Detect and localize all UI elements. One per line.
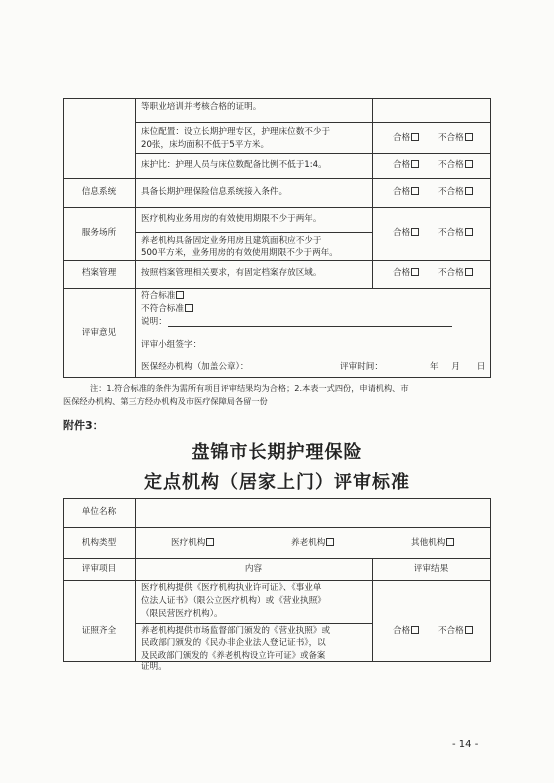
venue-pass-checkbox[interactable] <box>411 228 419 236</box>
cert-text: 等职业培训并考核合格的证明。 <box>141 102 262 112</box>
venue-text-b2: 500平方米，业务用房的有效使用期限不少于两年。 <box>141 248 338 258</box>
beds-result: 合格 不合格 <box>393 132 473 145</box>
venue-fail-checkbox[interactable] <box>465 228 473 236</box>
note-line-1: 注：1.符合标准的条件为需所有项目评审结果均为合格；2.本表一式四份，申请机构、市 <box>90 383 409 393</box>
opt-elderly: 养老机构 <box>291 537 334 550</box>
not-meets-option: 不符合标准 <box>141 303 193 316</box>
review-date: 年 月 日 <box>430 362 486 372</box>
elderly-checkbox[interactable] <box>326 538 334 546</box>
archive-text: 按照档案管理相关要求，有固定档案存放区域。 <box>141 268 322 278</box>
agency-label: 医保经办机构（加盖公章）： <box>141 362 249 372</box>
org-type-label: 机构类型 <box>81 538 117 548</box>
archive-pass-checkbox[interactable] <box>411 268 419 276</box>
eld-line-4: 证明。 <box>141 662 167 672</box>
venue-result: 合格 不合格 <box>393 227 473 240</box>
info-pass-checkbox[interactable] <box>411 187 419 195</box>
meets-option: 符合标准 <box>141 290 184 303</box>
info-label: 信息系统 <box>81 187 117 197</box>
cert-pass-checkbox[interactable] <box>411 626 419 634</box>
ratio-pass-checkbox[interactable] <box>411 160 419 168</box>
archive-result: 合格 不合格 <box>393 267 473 280</box>
ratio-text: 床护比：护理人员与床位数配备比例不低于1:4。 <box>141 160 327 170</box>
unit-name-label: 单位名称 <box>81 507 117 517</box>
attachment-label: 附件3： <box>63 419 104 432</box>
medical-checkbox[interactable] <box>206 538 214 546</box>
ratio-result: 合格 不合格 <box>393 159 473 172</box>
other-checkbox[interactable] <box>446 538 454 546</box>
archive-label: 档案管理 <box>81 268 117 278</box>
opt-other: 其他机构 <box>411 537 454 550</box>
med-line-2: 位法人证书》（限公立医疗机构）或《营业执照》 <box>141 596 326 606</box>
explain-label: 说明： <box>141 317 167 327</box>
venue-text-a: 医疗机构业务用房的有效使用期限不少于两年。 <box>141 214 322 224</box>
unit-name-field[interactable] <box>140 502 485 524</box>
doc-title-line-1: 盘锦市长期护理保险 <box>191 442 363 463</box>
beds-pass-checkbox[interactable] <box>411 133 419 141</box>
page-number: - 14 - <box>452 739 479 750</box>
signature-label: 评审小组签字： <box>141 340 202 350</box>
info-fail-checkbox[interactable] <box>465 187 473 195</box>
info-text: 具备长期护理保险信息系统接入条件。 <box>141 187 288 197</box>
beds-text-1: 床位配置：设立长期护理专区，护理床位数不少于 <box>141 127 331 137</box>
cert-fail-checkbox[interactable] <box>465 626 473 634</box>
head-result: 评审结果 <box>413 564 449 574</box>
venue-text-b1: 养老机构具备固定业务用房且建筑面积应不少于 <box>141 236 322 246</box>
beds-fail-checkbox[interactable] <box>465 133 473 141</box>
opinion-label: 评审意见 <box>81 328 117 338</box>
note-line-2: 医保经办机构、第三方经办机构及市医疗保障局各留一份 <box>63 396 268 406</box>
head-item: 评审项目 <box>81 564 117 574</box>
cert-label: 证照齐全 <box>81 626 117 636</box>
not-meets-checkbox[interactable] <box>185 304 193 312</box>
info-result: 合格 不合格 <box>393 186 473 199</box>
venue-label: 服务场所 <box>81 228 117 238</box>
med-line-3: （限民营医疗机构）。 <box>141 609 223 619</box>
opt-medical: 医疗机构 <box>171 537 214 550</box>
ratio-fail-checkbox[interactable] <box>465 160 473 168</box>
beds-text-2: 20张，床均面积不低于5平方米。 <box>141 140 270 150</box>
doc-title-line-2: 定点机构（居家上门）评审标准 <box>144 472 410 493</box>
archive-fail-checkbox[interactable] <box>465 268 473 276</box>
review-time-label: 评审时间： <box>340 362 383 372</box>
head-content: 内容 <box>244 564 263 574</box>
cert-result: 合格 不合格 <box>393 625 473 638</box>
eld-line-1: 养老机构提供市场监督部门颁发的《营业执照》或 <box>141 626 331 636</box>
eld-line-2: 民政部门颁发的《民办非企业法人登记证书》，以 <box>141 638 326 648</box>
meets-checkbox[interactable] <box>176 291 184 299</box>
eld-line-3: 及民政部门颁发的《养老机构设立许可证》或备案 <box>141 650 326 660</box>
med-line-1: 医疗机构提供《医疗机构执业许可证》、《事业单 <box>141 583 322 593</box>
explain-line[interactable] <box>168 326 452 327</box>
